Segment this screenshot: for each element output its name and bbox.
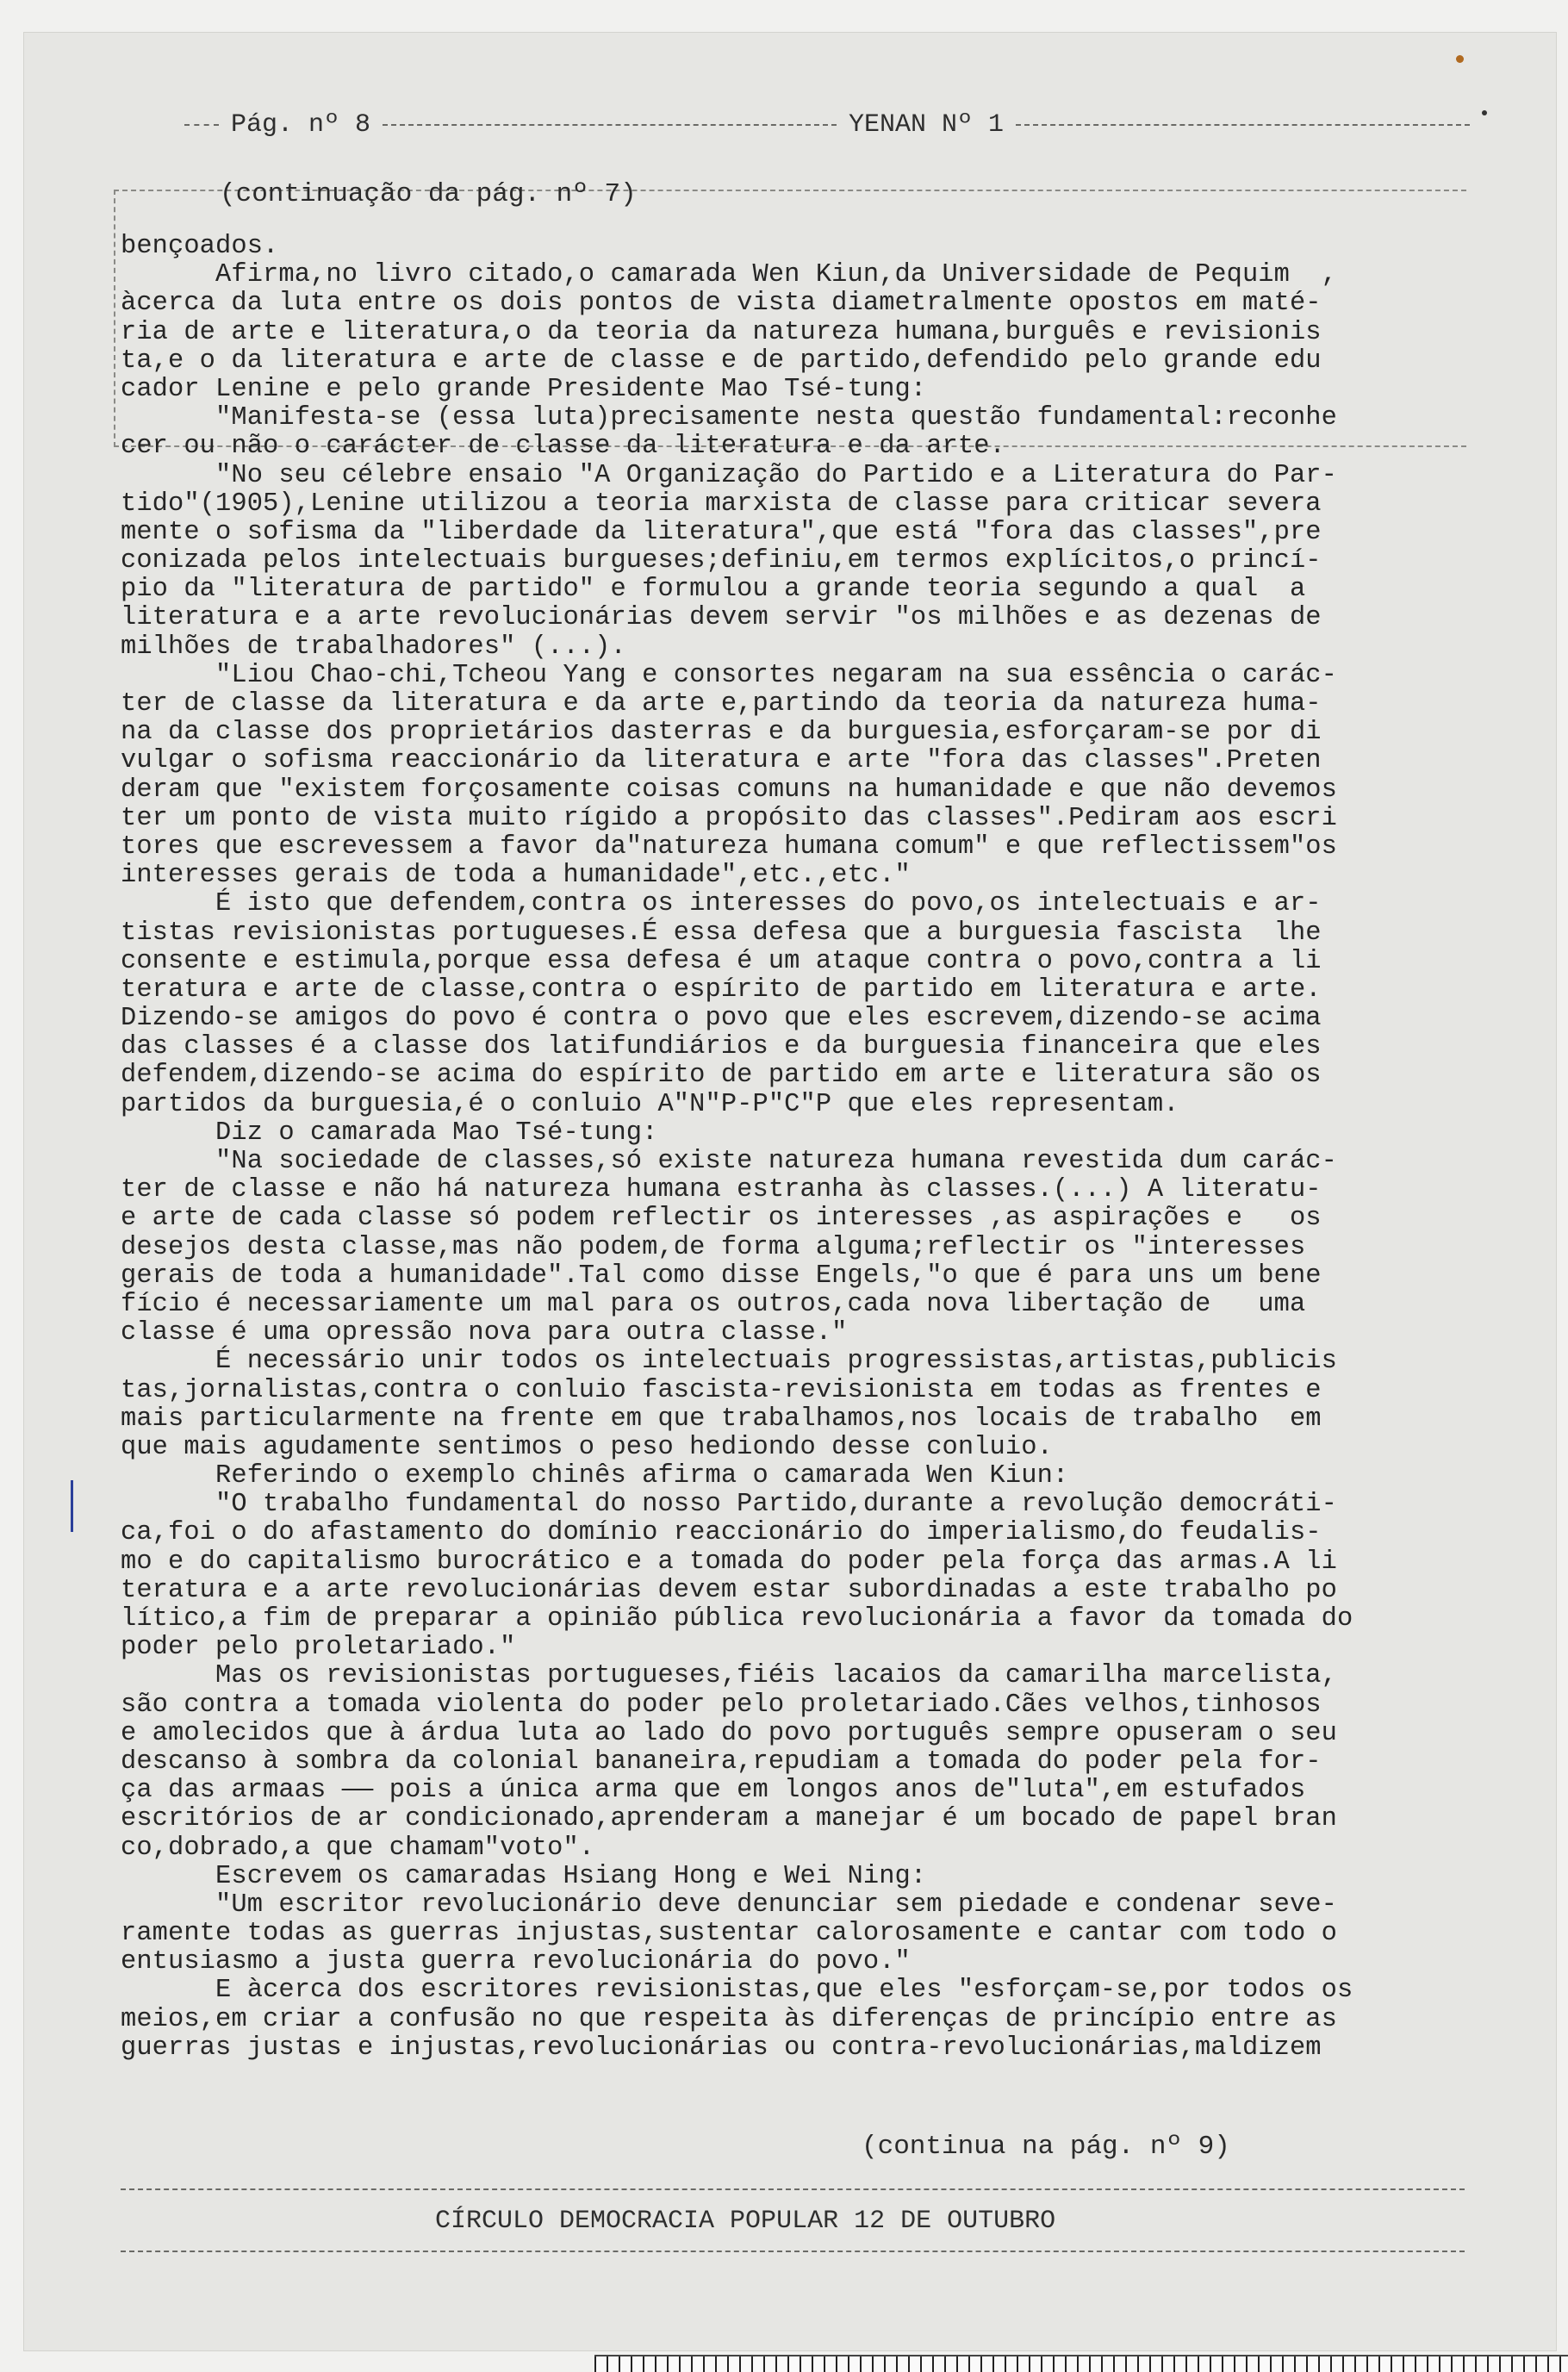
- text-line: entusiasmo a justa guerra revolucionária do povo.": [121, 1947, 911, 1977]
- text-line: deram que "existem forçosamente coisas comuns na humanidade e que não devemos: [121, 775, 1337, 805]
- text-line: "Na sociedade de classes,só existe natureza humana revestida dum carác-: [121, 1147, 1337, 1176]
- text-line: àcerca da luta entre os dois pontos de vista diametralmente opostos em maté-: [121, 289, 1322, 319]
- text-line: É necessário unir todos os intelectuais progressistas,artistas,publicis: [121, 1347, 1337, 1377]
- text-line: Referindo o exemplo chinês afirma o camarada Wen Kiun:: [121, 1461, 1069, 1491]
- text-line: literatura e a arte revolucionárias devem servir "os milhões e as dezenas de: [121, 603, 1322, 633]
- text-line: tido"(1905),Lenine utilizou a teoria marxista de classe para criticar severa: [121, 489, 1322, 519]
- text-line: "No seu célebre ensaio "A Organização do Partido e a Literatura do Par-: [121, 460, 1337, 490]
- publication-title: YENAN Nº 1: [849, 110, 1005, 140]
- continuation-note-top: (continuação da pág. nº 7): [220, 179, 637, 209]
- text-line: cer ou não o carácter de classe da literatura e da arte.: [121, 432, 1005, 462]
- page-number: Pág. nº 8: [231, 110, 371, 140]
- text-line: Dizendo-se amigos do povo é contra o povo que eles escrevem,dizendo-se acima: [121, 1004, 1322, 1034]
- text-line: Afirma,no livro citado,o camarada Wen Kiun,da Universidade de Pequim ,: [121, 260, 1337, 290]
- text-line: das classes é a classe dos latifundiários e da burguesia financeira que eles: [121, 1032, 1322, 1062]
- text-line: "Um escritor revolucionário deve denunciar sem piedade e condenar seve-: [121, 1890, 1337, 1920]
- page-header: [172, 110, 1482, 140]
- text-line: pio da "literatura de partido" e formulou a grande teoria segundo a qual a: [121, 575, 1306, 605]
- header-rule: [1016, 124, 1470, 126]
- text-line: Escrevem os camaradas Hsiang Hong e Wei Ning:: [121, 1861, 927, 1891]
- footer-text: CÍRCULO DEMOCRACIA POPULAR 12 DE OUTUBRO: [435, 2207, 1056, 2236]
- margin-pen-mark: [71, 1480, 73, 1532]
- text-line: fício é necessariamente um mal para os outros,cada nova libertação de uma: [121, 1289, 1306, 1319]
- text-line: ter um ponto de vista muito rígido a propósito das classes".Pediram aos escri: [121, 803, 1337, 833]
- text-line: "O trabalho fundamental do nosso Partido,durante a revolução democráti-: [121, 1490, 1337, 1520]
- footer-rule: [121, 2251, 1465, 2252]
- text-line: e amolecidos que à árdua luta ao lado do povo português sempre opuseram o seu: [121, 1718, 1337, 1748]
- text-line: "Manifesta-se (essa luta)precisamente nesta questão fundamental:reconhe: [121, 403, 1337, 433]
- text-line: ter de classe e não há natureza humana estranha às classes.(...) A literatu-: [121, 1175, 1322, 1205]
- text-line: ramente todas as guerras injustas,sustentar calorosamente e cantar com todo o: [121, 1919, 1337, 1949]
- text-line: consente e estimula,porque essa defesa é um ataque contra o povo,contra a li: [121, 946, 1322, 976]
- text-line: tores que escrevessem a favor da"natureza humana comum" e que reflectissem"os: [121, 831, 1337, 862]
- text-line: tas,jornalistas,contra o conluio fascista-revisionista em todas as frentes e: [121, 1375, 1322, 1405]
- text-line: conizada pelos intelectuais burgueses;definiu,em termos explícitos,o princí-: [121, 546, 1322, 576]
- header-rule: [383, 124, 837, 126]
- text-line: mo e do capitalismo burocrático e a tomada do poder pela força das armas.A li: [121, 1547, 1337, 1577]
- text-line: Diz o camarada Mao Tsé-tung:: [121, 1118, 658, 1148]
- text-line: mente o sofisma da "liberdade da literatura",que está "fora das classes",pre: [121, 517, 1322, 547]
- text-line: gerais de toda a humanidade".Tal como disse Engels,"o que é para uns um bene: [121, 1261, 1322, 1291]
- text-line: cador Lenine e pelo grande Presidente Mao Tsé-tung:: [121, 374, 927, 404]
- text-line: É isto que defendem,contra os interesses do povo,os intelectuais e ar-: [121, 889, 1322, 919]
- text-line: E àcerca dos escritores revisionistas,que eles "esforçam-se,por todos os: [121, 1976, 1353, 2006]
- text-line: teratura e arte de classe,contra o espírito de partido em literatura e arte.: [121, 974, 1322, 1005]
- text-line: defendem,dizendo-se acima do espírito de partido em arte e literatura são os: [121, 1061, 1322, 1091]
- text-line: bençoados.: [121, 232, 279, 261]
- text-line: ter de classe da literatura e da arte e,partindo da teoria da natureza huma-: [121, 689, 1322, 719]
- text-line: guerras justas e injustas,revolucionárias ou contra-revolucionárias,maldizem: [121, 2033, 1322, 2063]
- scale-ruler: [594, 2355, 1568, 2372]
- text-line: partidos da burguesia,é o conluio A"N"P-P"C"P que eles representam.: [121, 1089, 1179, 1119]
- text-line: teratura e a arte revolucionárias devem estar subordinadas a este trabalho po: [121, 1575, 1337, 1605]
- text-line: e arte de cada classe só podem reflectir os interesses ,as aspirações e os: [121, 1204, 1322, 1234]
- text-line: ça das armaas —— pois a única arma que em longos anos de"luta",em estufados: [121, 1776, 1306, 1806]
- text-line: tistas revisionistas portugueses.É essa defesa que a burguesia fascista lhe: [121, 918, 1322, 948]
- text-line: descanso à sombra da colonial bananeira,repudiam a tomada do poder pela for-: [121, 1746, 1322, 1777]
- text-line: poder pelo proletariado.": [121, 1633, 516, 1663]
- text-line: vulgar o sofisma reaccionário da literatura e arte "fora das classes".Preten: [121, 746, 1322, 776]
- text-line: "Liou Chao-chi,Tcheou Yang e consortes negaram na sua essência o carác-: [121, 660, 1337, 690]
- text-line: Mas os revisionistas portugueses,fiéis lacaios da camarilha marcelista,: [121, 1661, 1337, 1691]
- text-line: ria de arte e literatura,o da teoria da natureza humana,burguês e revisionis: [121, 317, 1322, 347]
- text-line: escritórios de ar condicionado,aprenderam a manejar é um bocado de papel bran: [121, 1804, 1337, 1834]
- text-line: desejos desta classe,mas não podem,de forma alguma;reflectir os "interesses: [121, 1232, 1306, 1262]
- text-line: mais particularmente na frente em que trabalhamos,nos locais de trabalho em: [121, 1404, 1322, 1434]
- text-line: que mais agudamente sentimos o peso hediondo desse conluio.: [121, 1432, 1053, 1462]
- text-line: ta,e o da literatura e arte de classe e de partido,defendido pelo grande edu: [121, 346, 1322, 376]
- text-line: interesses gerais de toda a humanidade",etc.,etc.": [121, 861, 911, 891]
- text-line: lítico,a fim de preparar a opinião pública revolucionária a favor da tomada do: [121, 1604, 1353, 1634]
- text-line: são contra a tomada violenta do poder pelo proletariado.Cães velhos,tinhosos: [121, 1690, 1322, 1720]
- continuation-note-bottom: (continua na pág. nº 9): [862, 2132, 1230, 2162]
- ink-dot: [1482, 110, 1487, 115]
- text-line: meios,em criar a confusão no que respeita às diferenças de princípio entre as: [121, 2004, 1337, 2034]
- article-body: [121, 233, 1465, 2063]
- text-line: classe é uma opressão nova para outra classe.": [121, 1318, 848, 1348]
- text-line: na da classe dos proprietários dasterras e da burguesia,esforçaram-se por di: [121, 718, 1322, 748]
- header-rule: [184, 124, 219, 126]
- footer-rule: [121, 2188, 1465, 2190]
- text-line: ca,foi o do afastamento do domínio reaccionário do imperialismo,do feudalis-: [121, 1518, 1322, 1548]
- stain-mark: [1456, 55, 1464, 63]
- text-line: milhões de trabalhadores" (...).: [121, 632, 626, 662]
- text-line: co,dobrado,a que chamam"voto".: [121, 1833, 595, 1863]
